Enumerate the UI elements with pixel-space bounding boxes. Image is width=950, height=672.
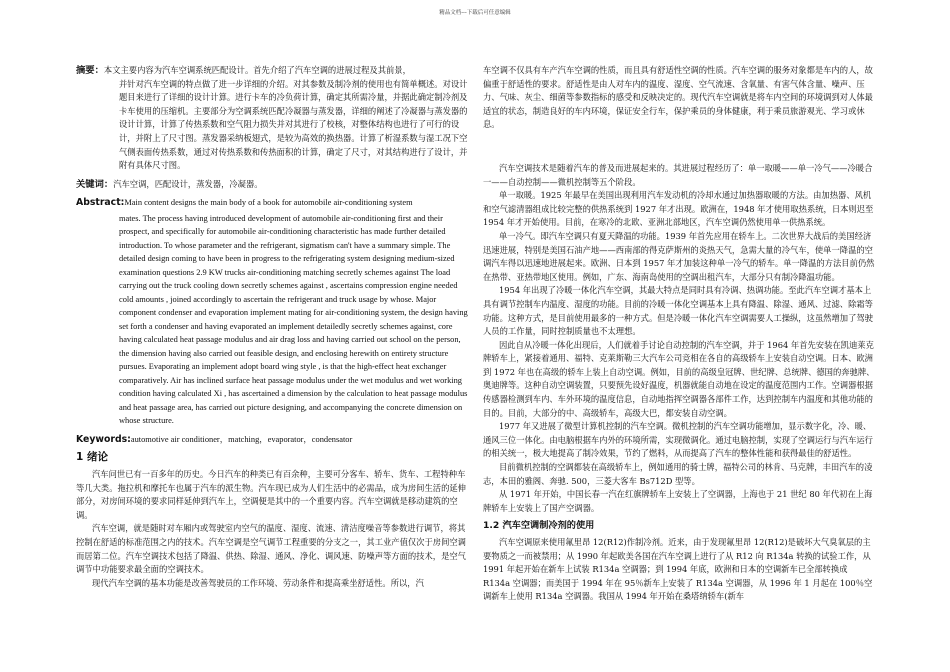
abstract-en-label: Abstract: bbox=[76, 197, 125, 209]
left-column bbox=[76, 64, 468, 590]
abstract-en-body: mates. The process having introduced development of automobile air-conditioning first and their prospect, and specifically for automobile air-conditioning characteristic has made further detailed introduction. To whose parameter and the refrigerant, sigmatism can't have a summary simple. The detailed design coming to have been in progress to the refrigerating system designing medium-sized examination questions 2.9 KW trucks air-conditioning matching secretly schemes against The load carrying out the truck cooling down secretly schemes against , ascertains compression engine needed cold amounts , joined accordingly to ascertain the refrigerant and truck usage by whose. Major component condenser and evaporation implement mating for air-conditioning system, the design having set forth a condenser and having evaporated an implement detailedly secretly schemes against, core having calculated heat passage modulus and air drag loss and having carried out school on the person, the dimension having also carried out feasible design, and enclosing herewith on entirety structure pursues. Evaporating an implement adopt board wing style , is that the high-effect heat exchanger comparatively. Air has inclined surface heat passage modulus under the wet modulus and wet working condition having calculated Xi , has ascertained a dimension by the calculation to heat passage modulus and heat passage area, has carried out picture designing, and accompanying the concrete dimension on whose structure. bbox=[119, 213, 468, 426]
abstract-en bbox=[76, 196, 468, 210]
keywords-en-text: automotive air conditioner，matching，evaporator，condensator bbox=[130, 434, 353, 444]
right-paragraph-1: 汽车空调技术是随着汽车的普及而进展起来的。其进展过程经历了：单一取暖——单一冷气——冷暖合一——自动控制——微机控制等五个阶段。 bbox=[483, 162, 873, 187]
abstract-en-first-line: Main content designs the main body of a book for automobile air-conditioning system bbox=[124, 198, 413, 208]
right-paragraph-0: 车空调不仅具有车产汽车空调的性质，而且具有舒适性空调的性质。汽车空调的服务对象都是车内的人，故偏重于舒适性的要求。舒适性是由人对车内的温度、湿度、空气流速、含氧量、有害气体含量、噪声、压力、气味、灰尘、细菌等参数指标的感受和反映决定的。现代汽车空调就是将车内空间的环境调到对人体最适宜的状态，制造良好的车内环境，保证安全行车，保护乘员的身体健康，利于乘员旅游观光、学习或休息。 bbox=[483, 65, 873, 130]
keywords-en bbox=[76, 433, 468, 447]
section-1-paragraph-1: 汽车问世已有一百多年的历史。今日汽车的种类已有百余种，主要可分客车、轿车、货车、工程特种车等几大类。拖拉机和摩托车也属于汽车的派生物。汽车现已成为人们生活中的必需品，成为房间生活的延伸部分，对房间环境的要求同样延伸到汽车上，空调便是其中的一个重要内容。汽车空调就是移动建筑的空调。 bbox=[76, 468, 466, 520]
section-1-paragraph-2: 汽车空调，就是随时对车厢内或驾驶室内空气的温度、湿度、流速、清洁度噪音等参数进行调节，将其控制在舒适的标准范围之内的技术。汽车空调是空气调节工程重要的分支之一，其工业产值仅次于房间空调而居第二位。汽车空调技术包括了降温、供热、除湿、通风、净化、调风速、防噪声等方面的技术，是空气调节中功能要求最全面的空调技术。 bbox=[76, 523, 466, 575]
section-1-2-heading: 1.2 汽车空调制冷剂的使用 bbox=[483, 520, 595, 532]
right-paragraph-5: 因此自从冷暖一体化出现后，人们就着手讨论自动控制的汽车空调，并于 1964 年首先安装在凯迪莱克牌轿车上，紧接着通用、福特、克莱斯勒三大汽车公司竞相在各自的高级轿车上安装自动空调。日本、欧洲到 1972 年也在高级的轿车上装上自动空调。例如，目前的高级皇冠牌、世纪牌、总统牌、德国的奔驰牌、奥迪牌等。这种自动空调装置，只要预先设好温度，机器就能自动地在设定的温度范围内工作。空调器根据传感器检测到车内、车外环境的温度信息，自动地指挥空调器各部件工作，达到控制车内温度和其他功能的目的。目前，大部分的中、高级轿车，高级大巴，都安装自动空调。 bbox=[483, 339, 875, 418]
right-paragraph-9: 汽车空调原来使用氟里昂 12(R12)作制冷剂。近来，由于发现氟里昂 12(R12)是破坏大气臭氧层的主要物质之一而被禁用；从 1990 年起欧美各国在汽车空调上进行了从 R12 向 R134a 转换的试验工作，从 1991 年起开始在新车上试装 R134a 空调器；到 1994 年底，欧洲和日本的空调新车已全部转换成 R134a 空调器；而美国于 1994 年在 95％新车上安装了 R134a 空调器，从 1996 年 1 月起在 100％空调新车上使用 R134a 空调器。我国从 1994 年开始在桑塔纳轿车(新车 bbox=[483, 537, 873, 602]
abstract-cn-body: 并针对汽车空调的特点做了进一步详细的介绍。对其参数及制冷剂的使用也有简单概述。对设计题目来进行了详细的设计计算。进行卡车的冷负荷计算，确定其所需冷量，并据此确定制冷剂及卡车使用的压缩机。主要部分为空调系统匹配冷凝器与蒸发器，详细的阐述了冷凝器与蒸发器的设计计算，计算了传热系数和空气阻力损失并对其进行了校核，对整体结构也进行了可行的设计，并附上了尺寸图。蒸发器采纳板翅式，是较为高效的换热器。计算了析湿系数与湿工况下空气侧表面传热系数，通过对传热系数和传热面积的计算，确定了尺寸，对其结构进行了设计，并附有具体尺寸图。 bbox=[119, 78, 468, 171]
page-header-note: 精品文档---下载后可任意编辑 bbox=[439, 10, 511, 16]
abstract-cn bbox=[76, 64, 468, 78]
right-paragraph-4: 1954 年出现了冷暖一体化汽车空调，其最大特点是同时具有冷调、热调功能。至此汽车空调才基本上具有调节控制车内温度、湿度的功能。目前的冷暖一体化空调基本上具有降温、除湿、通风、过滤、除霜等功能。这种方式，是目前使用最多的一种方式。但是冷暖一体化汽车空调需要人工操纵，这虽然增加了驾驶人员的工作量，同时控制质量也不太理想。 bbox=[483, 285, 873, 337]
right-column bbox=[483, 64, 875, 604]
section-1-paragraph-3: 现代汽车空调的基本功能是改善驾驶员的工作环境、劳动条件和提高乘坐舒适性。所以，汽 bbox=[92, 577, 424, 588]
abstract-cn-first-line: 本文主要内容为汽车空调系统匹配设计。首先介绍了汽车空调的进展过程及其前景， bbox=[103, 65, 411, 75]
right-paragraph-2: 单一取暖。1925 年最早在美国出现利用汽车发动机的冷却水通过加热器取暖的方法。由加热器、风机和空气滤清器组成比较完整的供热系统到 1927 年才出现。欧洲在，1948 年才使用取热系统，日本则迟至 1954 年才开始使用。目前，在寒冷的北欧、亚洲北部地区，汽车空调仍然使用单一供热系统。 bbox=[483, 190, 874, 228]
abstract-cn-label: 摘要： bbox=[76, 65, 104, 76]
keywords-cn bbox=[76, 178, 468, 192]
right-paragraph-8: 从 1971 年开始，中国长春一汽在红旗牌轿车上安装上了空调器，上海也于 21 世纪 80 年代初在上海牌轿车上安装上了国产空调器。 bbox=[483, 489, 873, 513]
keywords-cn-text: 汽车空调，匹配设计，蒸发器，冷凝器。 bbox=[113, 178, 263, 189]
section-1-heading: 1 绪论 bbox=[76, 451, 108, 464]
keywords-en-label: Keywords: bbox=[76, 433, 131, 445]
keywords-cn-label: 关键词： bbox=[76, 178, 114, 190]
right-paragraph-7: 目前微机控制的空调都装在高级轿车上，例如通用的骑士牌，福特公司的林肯、马克牌，丰田汽车的凌志，本田的雅阁、奔驰. 500，三菱大客车 Bs712D 型等。 bbox=[483, 462, 873, 486]
paragraph-gap bbox=[483, 132, 875, 162]
right-paragraph-3: 单一冷气。即汽车空调只有夏天降温的功能。1939 年首先应用在轿车上。二次世界大战后的美国经济迅速进展，特别是美国石油产地——西南部的得克萨斯州的炎热天气，急需大量的冷气车，使单一降温的空调汽车得以迅速地进展起来。欧洲、日本到 1957 年才加装这种单一冷气的轿车。单一降温的方法目前仍然在热带、亚热带地区使用。例如，广东、海南岛使用的空调出租汽车，大部分只有制冷降温功能。 bbox=[483, 230, 875, 282]
right-paragraph-6: 1977 年又进展了微型计算机控制的汽车空调。微机控制的汽车空调功能增加，显示数字化，冷、暖、通风三位一体化。由电脑根据车内外的环境所需，实现微调化。通过电脑控制，实现了空调运行与汽车运行的相关统一，极大地提高了制冷效果，节约了燃料，从而提高了汽车的整体性能和获得最佳的舒适性。 bbox=[483, 421, 873, 459]
